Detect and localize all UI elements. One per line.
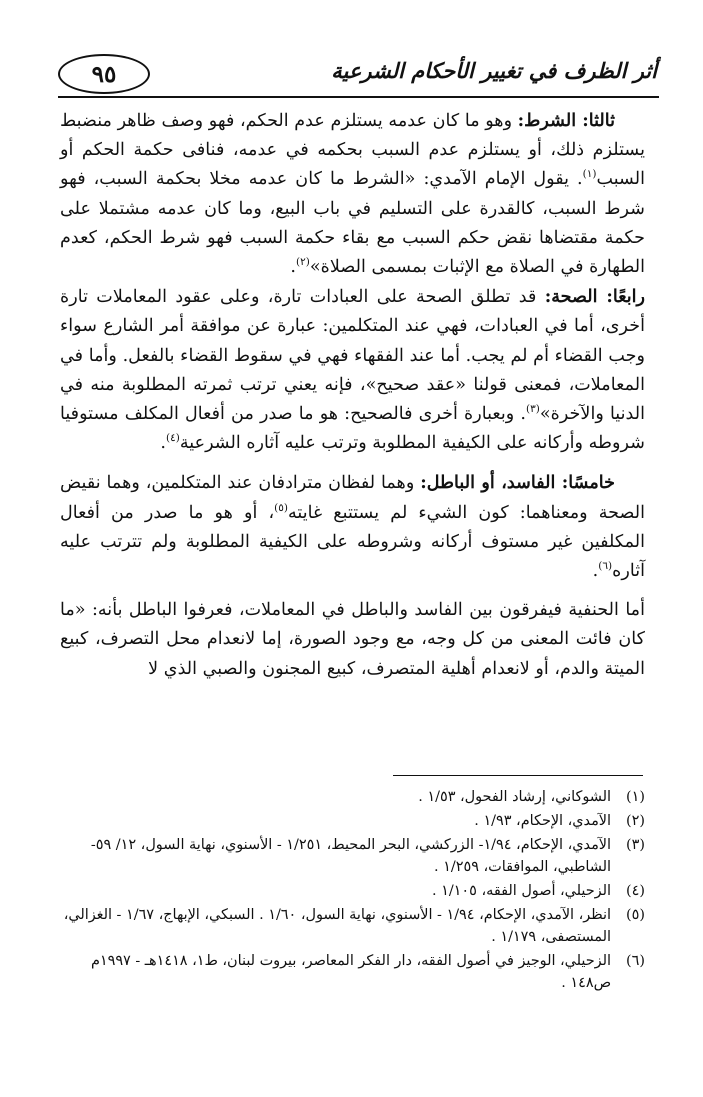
footnote-item — [58, 834, 645, 878]
paragraph-condition — [60, 106, 645, 282]
paragraph-text: . يقول الإمام الآمدي: «الشرط ما كان عدمه مخلا بحكمة السبب، فهو شرط السبب، كالقدرة على التسليم في باب البيع، وما كان عدمه مشتملا على حكمة مقتضاها نقض حكم السبب مع بقاء حكمة السبب فهو شرط الحكم، كعدم الطهارة في الصلاة مع الإثبات بمسمى الصلاة» — [60, 169, 645, 278]
footnote-ref[interactable]: (٢) — [296, 256, 310, 269]
footnote-item — [58, 810, 645, 832]
book-title: أثر الظرف في تغيير الأحكام الشرعية — [331, 58, 657, 83]
footnote-ref[interactable]: (١) — [582, 168, 597, 181]
footnote-ref[interactable]: (٤) — [165, 432, 180, 445]
footnote-text: الزحيلي، الوجيز في أصول الفقه، دار الفكر المعاصر، بيروت لبنان، ط١، ١٤١٨هـ - ١٩٩٧م ص١٤٨ . — [90, 953, 611, 991]
footnotes-list — [58, 786, 645, 996]
footnote-number: (٥) — [626, 907, 645, 923]
paragraph-text: . وبعبارة أخرى فالصحيح: هو ما صدر من أفعال المكلف مستوفيا شروطه وأركانه على الكيفية المطلوبة وترتب عليه آثاره الشرعية — [60, 404, 645, 454]
footnote-item — [58, 786, 645, 808]
paragraph-heading: ثالثا: الشرط: — [517, 110, 615, 131]
footnote-number: (٤) — [626, 883, 645, 899]
header-rule — [58, 96, 659, 98]
paragraph-text: وهو ما كان عدمه يستلزم عدم الحكم، فهو وصف ظاهر منضبط يستلزم ذلك، أو يستلزم عدم السبب بحكمه في عدمه، فنافى حكمة الحكم أو السبب — [59, 111, 645, 190]
footnote-separator — [393, 775, 643, 776]
footnote-text: الآمدي، الإحكام، ١/٩٣ . — [474, 813, 611, 829]
paragraph-text: وهما لفظان مترادفان عند المتكلمين، وهما نقيض الصحة ومعناهما: كون الشيء لم يستتبع غايته — [60, 473, 645, 523]
paragraph-heading: رابعًا: الصحة: — [544, 286, 645, 308]
footnote-text: انظر، الآمدي، الإحكام، ١/٩٤ - الأسنوي، نهاية السول، ١/٦٠ . السبكي، الإبهاج، ١/٦٧ - الغزالي، المستصفى، ١/١٧٩ . — [63, 907, 611, 945]
paragraph-text: أما الحنفية فيفرقون بين الفاسد والباطل في المعاملات، فعرفوا الباطل بأنه: «ما كان فائت المعنى من كل وجه، مع وجود الصورة، إما لانعدام محل التصرف، كبيع الميتة والدم، أو لانعدام أهلية المتصرف، كبيع المجنون والصبي الذي لا — [60, 600, 645, 679]
footnote-number: (١) — [626, 789, 645, 805]
paragraph-hanafi — [60, 596, 645, 684]
footnote-ref[interactable]: (٣) — [525, 403, 540, 416]
page-number: ٩٥ — [91, 60, 117, 88]
paragraph-text: . — [160, 433, 166, 454]
paragraph-heading: خامسًا: الفاسد، أو الباطل: — [420, 472, 615, 494]
body-text — [60, 106, 645, 684]
footnote-ref[interactable]: (٦) — [598, 560, 613, 573]
paragraph-text: قد تطلق الصحة على العبادات تارة، وعلى عقود المعاملات تارة أخرى، أما في العبادات، فهي عند المتكلمين: عبارة عن موافقة أمر الشارع سواء وجب القضاء أم لم يجب. أما عند الفقهاء فهي في سقوط القضاء بالفعل. وأما في المعاملات، فمعنى قولنا «عقد صحيح»، فإنه يعني ترتب ثمرته المطلوبة منه في الدنيا والآخرة» — [60, 287, 645, 425]
footnote-item — [58, 950, 645, 994]
footnote-item — [58, 904, 645, 948]
footnote-text: الزحيلي، أصول الفقه، ١/١٠٥ . — [431, 883, 611, 899]
paragraph-text: . — [592, 561, 599, 582]
footnote-text: الشوكاني، إرشاد الفحول، ١/٥٣ . — [418, 789, 611, 805]
footnote-item — [58, 880, 645, 902]
footnote-text: الآمدي، الإحكام، ١/٩٤- الزركشي، البحر المحيط، ١/٢٥١ - الأسنوي، نهاية السول، ١٢/ ٥٩- الشاطبي، الموافقات، ١/٢٥٩ . — [90, 837, 611, 875]
paragraph-invalid — [60, 468, 645, 586]
running-header — [58, 54, 659, 98]
page-number-badge — [58, 54, 150, 94]
paragraph-text: ، أو هو ما صدر من أفعال المكلفين غير مستوف أركانه وشروطه على الكيفية المطلوبة ولم تترتب عليه آثاره — [60, 502, 645, 582]
paragraph-validity — [60, 282, 645, 458]
footnote-number: (٢) — [626, 813, 645, 829]
footnote-number: (٦) — [626, 953, 645, 969]
footnote-number: (٣) — [626, 837, 645, 853]
footnote-ref[interactable]: (٥) — [274, 501, 288, 514]
paragraph-text: . — [290, 257, 296, 278]
